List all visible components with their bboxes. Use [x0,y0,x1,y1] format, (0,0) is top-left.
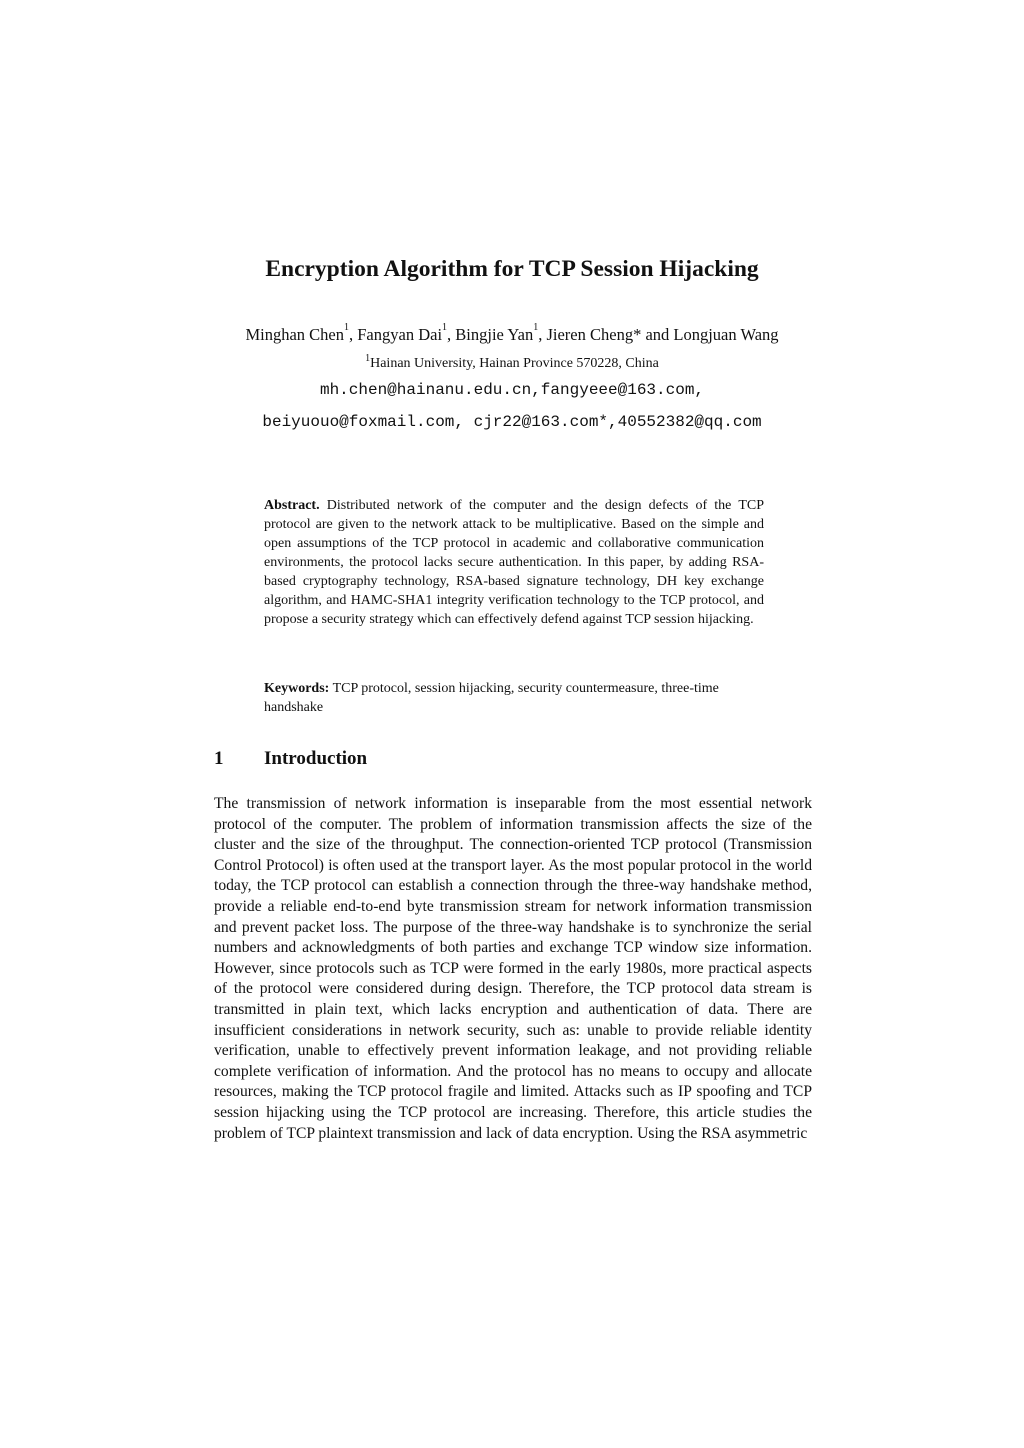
abstract-text: Distributed network of the computer and the design defects of the TCP protocol are given to the network attack to be multiplicative. Based on the simple and open assumptions of the TCP protocol in academic and collaborative communication environments, the protocol lacks secure authentication. In this paper, by adding RSA-based cryptography technology, RSA-based signature technology, DH key exchange algorithm, and HAMC-SHA1 integrity verification technology to the TCP protocol, and propose a security strategy which can effectively defend against TCP session hijacking. [264,498,765,627]
author-affiliation-mark: 1 [442,322,448,333]
author-separator: , [447,325,456,344]
author-separator: , [349,325,358,344]
keywords-label: Keywords: [264,681,330,696]
author-name: Jieren Cheng* and Longjuan Wang [546,325,779,344]
paper-title: Encryption Algorithm for TCP Session Hijacking [265,256,759,282]
author-name: Fangyan Dai [357,325,443,344]
abstract [264,496,764,629]
author-name: Bingjie Yan [455,325,534,344]
abstract-label: Abstract. [264,498,320,513]
email-line-2: beiyuouo@foxmail.com, cjr22@163.com*,40552382@qq.com [262,413,762,431]
introduction-paragraph: The transmission of network information is inseparable from the most essential network protocol of the computer. The problem of information transmission affects the size of the cluster and the size of the throughput. The connection-oriented TCP protocol (Transmission Control Protocol) is often used at the transport layer. As the most popular protocol in the world today, the TCP protocol can establish a connection through the three-way handshake method, provide a reliable end-to-end byte transmission stream for network information transmission and prevent packet loss. The purpose of the three-way handshake is to synchronize the serial numbers and acknowledgments of both parties and exchange TCP window size information. However, since protocols such as TCP were formed in the early 1980s, more practical aspects of the protocol were considered during design. Therefore, the TCP protocol data stream is transmitted in plain text, which lacks encryption and authentication of data. There are insufficient considerations in network security, such as: unable to provide reliable identity verification, unable to effectively prevent information leakage, and not providing reliable complete verification of information. And the protocol has no means to occupy and allocate resources, making the TCP protocol fragile and limited. Attacks such as IP spoofing and TCP session hijacking using the TCP protocol are increasing. Therefore, this article studies the problem of TCP plaintext transmission and lack of data encryption. Using the RSA asymmetric [214,795,812,1142]
author-name: Minghan Chen [245,325,344,344]
author-affiliation-mark: 1 [533,322,539,333]
author-separator: , [538,325,547,344]
affiliation-text: Hainan University, Hainan Province 570228, China [370,356,659,371]
keywords [264,679,746,717]
author-affiliation-mark: 1 [344,322,349,333]
section-number: 1 [214,748,224,769]
affiliation-mark: 1 [365,353,371,364]
email-line-1: mh.chen@hainanu.edu.cn,fangyeee@163.com, [319,381,705,399]
section-title: Introduction [264,748,368,769]
affiliation [0,353,1024,372]
author-list [0,322,1024,345]
keywords-text: TCP protocol, session hijacking, security countermeasure, three-time handshake [264,681,719,715]
